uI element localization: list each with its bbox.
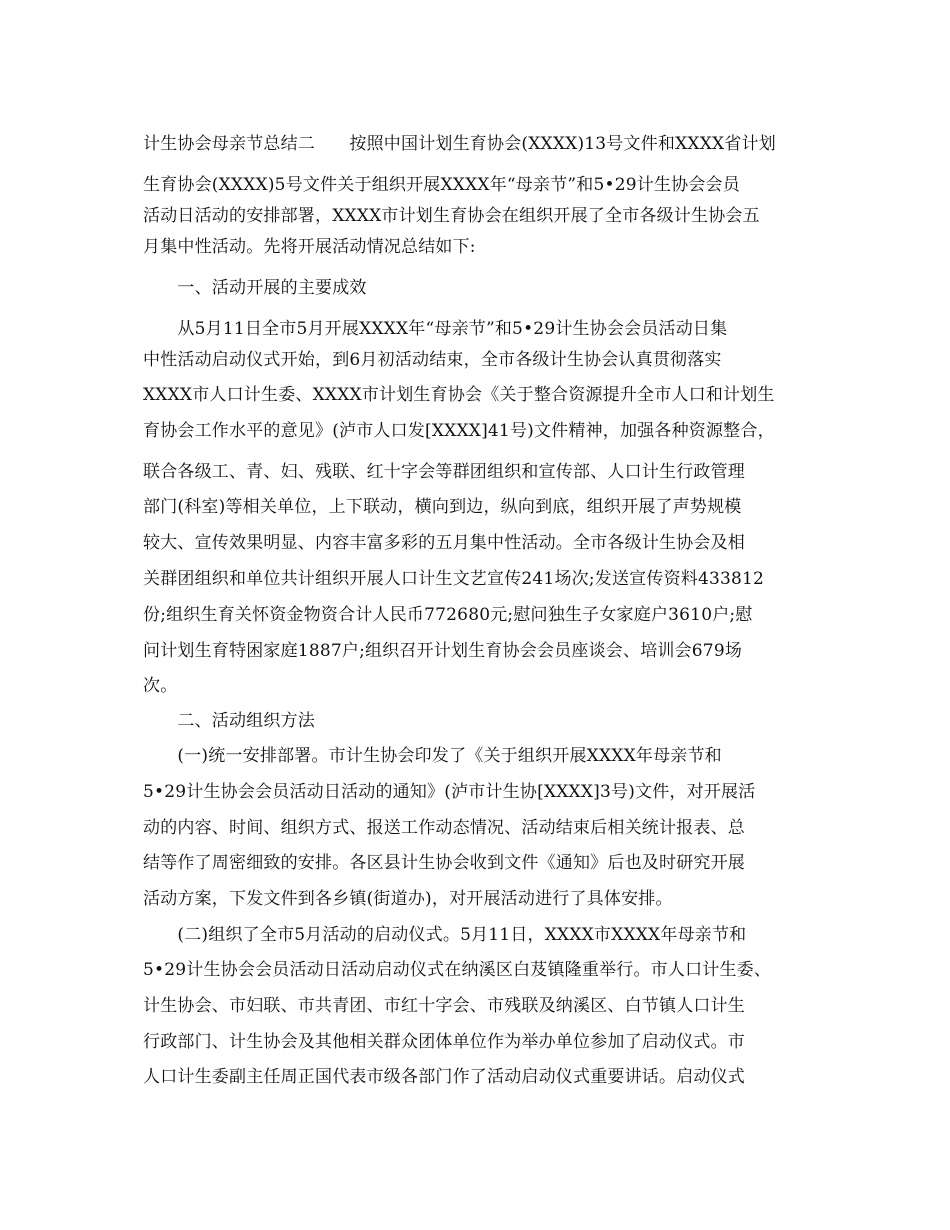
text-line: 中性活动启动仪式开始，到6月初活动结束，全市各级计生协会认真贯彻落实 [143, 350, 722, 370]
text-line: XXXX市人口计生委、XXXX市计划生育协会《关于整合资源提升全市人口和计划生 [143, 385, 775, 405]
text-line: 结等作了周密细致的安排。各区县计生协会收到文件《通知》后也及时研究开展 [143, 853, 745, 873]
text-line: 联合各级工、青、妇、残联、红十字会等群团组织和宣传部、人口计生行政管理 [143, 462, 745, 482]
text-line: 月集中性活动。先将开展活动情况总结如下: [143, 237, 476, 257]
text-line: 人口计生委副主任周正国代表市级各部门作了活动启动仪式重要讲话。启动仪式 [143, 1067, 745, 1087]
text-line: 生育协会(XXXX)5号文件关于组织开展XXXX年“母亲节”和5•29计生协会会员 [143, 175, 740, 195]
text-line: 计生协会母亲节总结二 按照中国计划生育协会(XXXX)13号文件和XXXX省计划 [143, 134, 776, 154]
text-line: 活动方案，下发文件到各乡镇(街道办)，对开展活动进行了具体安排。 [143, 889, 673, 909]
text-line: 育协会工作水平的意见》(泸市人口发[XXXX]41号)文件精神，加强各种资源整合， [143, 421, 775, 441]
text-line: 部门(科室)等相关单位，上下联动，横向到边，纵向到底，组织开展了声势规模 [143, 497, 742, 517]
text-line: 5•29计生协会会员活动日活动启动仪式在纳溪区白芨镇隆重举行。市人口计生委、 [143, 960, 772, 980]
text-line: 问计划生育特困家庭1887户;组织召开计划生育协会会员座谈会、培训会679场 [143, 641, 743, 661]
text-line: 次。 [143, 676, 178, 696]
text-line: 计生协会、市妇联、市共青团、市红十字会、市残联及纳溪区、白节镇人口计生 [143, 996, 745, 1016]
text-line: (二)组织了全市5月活动的启动仪式。5月11日，XXXX市XXXX年母亲节和 [143, 925, 747, 945]
section-heading: 二、活动组织方法 [143, 711, 315, 731]
text-line: 动的内容、时间、组织方式、报送工作动态情况、活动结束后相关统计报表、总 [143, 818, 745, 838]
text-line: 行政部门、计生协会及其他相关群众团体单位作为举办单位参加了启动仪式。市 [143, 1032, 745, 1052]
text-line: 关群团组织和单位共计组织开展人口计生文艺宣传241场次;发送宣传资料433812 [143, 569, 765, 589]
text-line: 从5月11日全市5月开展XXXX年“母亲节”和5•29计生协会会员活动日集 [143, 319, 728, 339]
text-line: 较大、宣传效果明显、内容丰富多彩的五月集中性活动。全市各级计生协会及相 [143, 533, 745, 553]
text-line: 份;组织生育关怀资金物资合计人民币772680元;慰问独生子女家庭户3610户;慰 [143, 605, 753, 625]
text-line: 5•29计生协会会员活动日活动的通知》(泸市计生协[XXXX]3号)文件，对开展活 [143, 782, 756, 802]
text-line: 活动日活动的安排部署，XXXX市计划生育协会在组织开展了全市各级计生协会五 [143, 206, 760, 226]
text-line: (一)统一安排部署。市计生协会印发了《关于组织开展XXXX年母亲节和 [143, 746, 722, 766]
section-heading: 一、活动开展的主要成效 [143, 278, 367, 298]
